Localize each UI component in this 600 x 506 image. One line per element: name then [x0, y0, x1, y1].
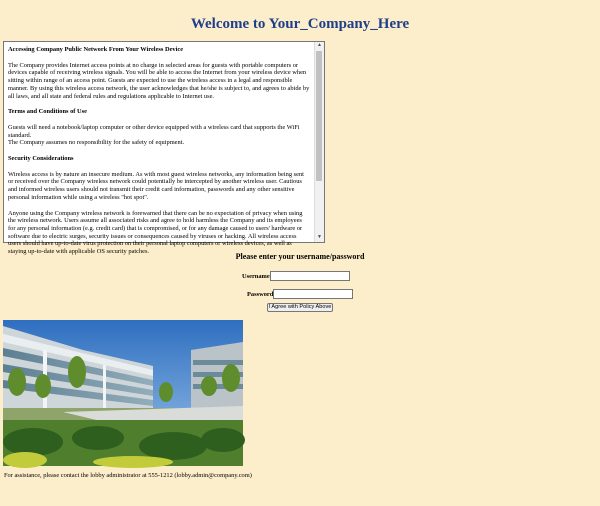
policy-scrollbar[interactable] — [314, 42, 324, 242]
scrollbar-thumb[interactable] — [316, 51, 322, 181]
assistance-text: For assistance, please contact the lobby administrator at 555-1212 (lobby.admin@company.com) — [4, 472, 252, 479]
agree-policy-button[interactable]: I Agree with Policy Above — [268, 304, 332, 310]
triangle-up-icon[interactable]: ▲ — [317, 43, 322, 48]
password-row — [247, 285, 353, 296]
policy-paragraph: Anyone using the Company wireless network is forewarned that there can be no expectation of privacy when using the wireless network. Users assume all associated risks and agree to hold harmless the Company and its employees for any personal information (e.g. credit card) that is compromised, or for any damage caused to users' hardware or software due to electric surges, security issues or consequences caused by viruses or hacking. All wireless access users should have up-to-date virus protection on their personal laptop computers or wireless devices, as well as staying up-to-date with applicable OS security patches. — [8, 209, 303, 256]
login-heading: Please enter your username/password — [235, 252, 365, 261]
policy-paragraph: Guests will need a notebook/laptop computer or other device equipped with a wireless card that supports the WiFi standard. The Company assumes no responsibility for the safety of equipment. — [8, 123, 300, 147]
building-photo — [3, 320, 243, 466]
username-row — [242, 267, 350, 278]
triangle-down-icon[interactable]: ▼ — [317, 235, 322, 240]
password-label: Password — [247, 290, 274, 298]
password-input[interactable] — [273, 289, 353, 299]
policy-heading-terms: Terms and Conditions of Use — [8, 108, 87, 116]
username-label: Username — [242, 272, 270, 280]
policy-content — [4, 42, 314, 256]
policy-paragraph: The Company provides Internet access points at no charge in selected areas for guests with portable computers or devices capable of receiving wireless signals. You will be able to access the Internet from your wireless device when sitting within range of an access point. Guests are expected to use the wireless access in a legal and responsible manner. By using this wireless access network, the user acknowledges that he/she is subject to, and agrees to abide by all laws, and all state and federal rules and regulations applicable to Internet use. — [8, 61, 310, 100]
page-title: Welcome to Your_Company_Here — [190, 16, 410, 32]
policy-heading-security: Security Considerations — [8, 155, 74, 163]
policy-heading-access: Accessing Company Public Network From Your Wireless Device — [8, 46, 184, 53]
username-input[interactable] — [270, 271, 350, 281]
policy-paragraph: Wireless access is by nature an insecure medium. As with most guest wireless networks, any information being sent or received over the Company wireless network could potentially be intercepted by another wireless user. Cautious and informed wireless users should not transmit their credit card information, passwords and any other sensitive personal information while using a wireless "hot spot". — [8, 170, 304, 201]
policy-textarea[interactable] — [3, 41, 325, 256]
